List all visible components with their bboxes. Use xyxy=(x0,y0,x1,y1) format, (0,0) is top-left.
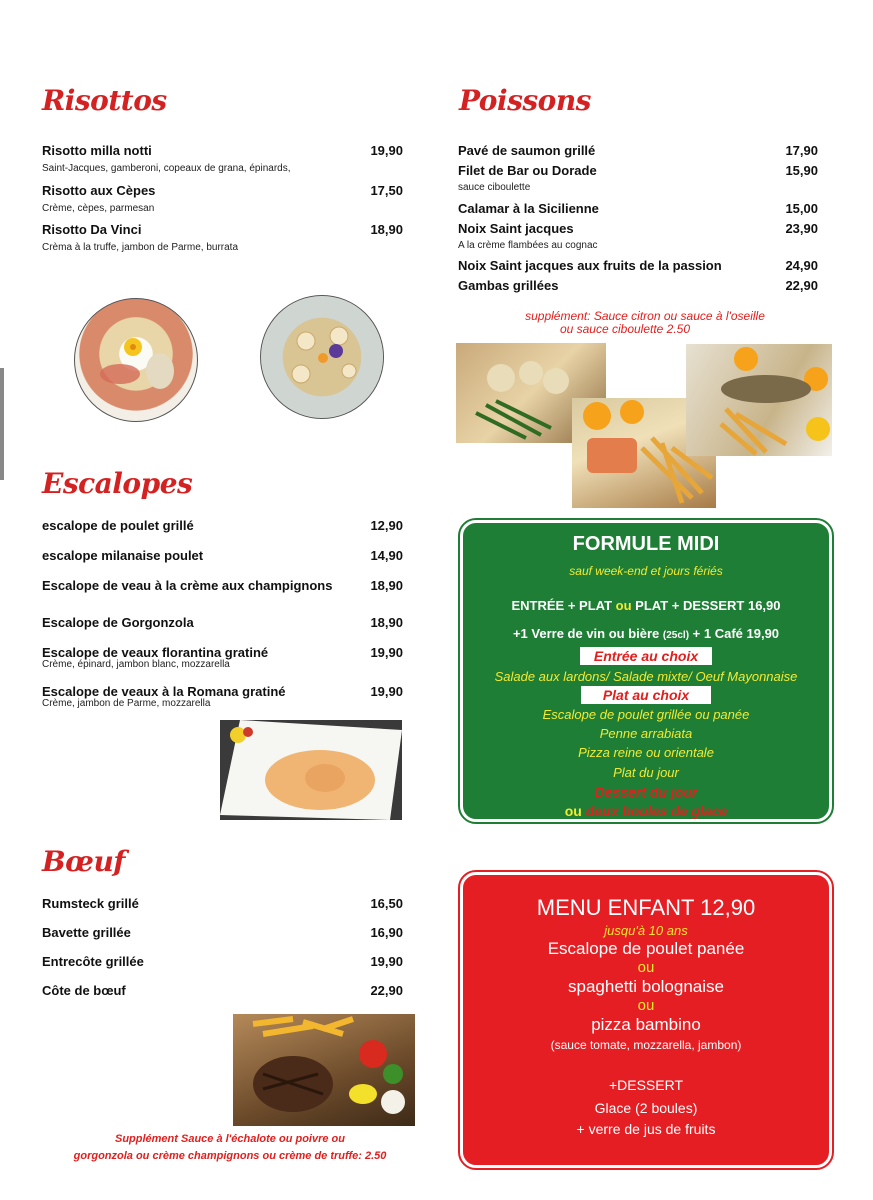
dessert-alt-line xyxy=(463,803,829,819)
menu-item-price: 18,90 xyxy=(370,222,403,237)
menu-enfant-age: jusqu'à 10 ans xyxy=(604,923,688,938)
plat-label-wrap xyxy=(463,686,829,705)
menu-item-name: Pavé de saumon grillé xyxy=(458,143,596,158)
menu-enfant-drink: + verre de jus de fruits xyxy=(576,1121,716,1137)
entree-label: Entrée au choix xyxy=(580,647,712,665)
formule-midi-line1 xyxy=(463,598,829,613)
menu-item-price: 19,90 xyxy=(370,684,403,699)
formule-midi-box xyxy=(460,520,832,822)
menu-item-name: Gambas grillées xyxy=(458,278,559,293)
menu-item-name: Risotto Da Vinci xyxy=(42,222,142,237)
menu-item-price: 16,50 xyxy=(370,896,403,911)
menu-item-name: Entrecôte grillée xyxy=(42,954,144,969)
menu-enfant-title: MENU ENFANT 12,90 xyxy=(536,895,756,920)
dessert-alt: deux boules de glace xyxy=(585,803,728,819)
menu-item-desc: Saint-Jacques, gamberoni, copeaux de grana, épinards, xyxy=(42,163,291,174)
menu-item-price: 15,00 xyxy=(785,201,818,216)
menu-item-name: Filet de Bar ou Dorade xyxy=(458,163,597,178)
menu-item-desc: Crèma à la truffe, jambon de Parme, burrata xyxy=(42,242,239,253)
formule-line1-a: ENTRÉE + PLAT xyxy=(511,598,613,613)
dessert-ou: ou xyxy=(564,803,582,819)
menu-enfant-choice3-desc: (sauce tomate, mozzarella, jambon) xyxy=(550,1038,742,1052)
risotto-burrata-photo xyxy=(74,298,198,422)
menu-enfant-choice3: pizza bambino xyxy=(591,1015,701,1034)
menu-item-name: Rumsteck grillé xyxy=(42,896,139,911)
formule-line2-b: + 1 Café 19,90 xyxy=(692,626,780,641)
plat-option: Escalope de poulet grillée ou panée xyxy=(542,707,750,722)
menu-item-price: 19,90 xyxy=(370,143,403,158)
entree-options: Salade aux lardons/ Salade mixte/ Oeuf Mayonnaise xyxy=(494,669,798,684)
menu-item-price: 24,90 xyxy=(785,258,818,273)
plat-option: Plat du jour xyxy=(613,765,679,780)
formule-midi-line2 xyxy=(463,626,829,641)
menu-item-name: Escalope de Gorgonzola xyxy=(42,615,194,630)
menu-item-desc: sauce ciboulette xyxy=(458,182,531,193)
menu-item-price: 17,50 xyxy=(370,183,403,198)
menu-item-price: 22,90 xyxy=(370,983,403,998)
menu-item-price: 15,90 xyxy=(785,163,818,178)
boeuf-supplement-line1: Supplément Sauce à l'échalote ou poivre ou xyxy=(114,1133,345,1145)
poissons-supplement-line2: ou sauce ciboulette 2.50 xyxy=(559,322,691,336)
formule-line2-a: +1 Verre de vin ou bière xyxy=(512,626,660,641)
menu-item-price: 18,90 xyxy=(370,615,403,630)
formule-line2-small: (25cl) xyxy=(662,630,690,641)
menu-item-desc: Crème, jambon de Parme, mozzarella xyxy=(42,698,211,709)
menu-item-price: 18,90 xyxy=(370,578,403,593)
formule-line1-ou: ou xyxy=(615,598,632,613)
menu-enfant-dessert-desc: Glace (2 boules) xyxy=(594,1100,698,1116)
boeuf-supplement-line2: gorgonzola ou crème champignons ou crème de truffe: 2.50 xyxy=(73,1150,387,1162)
menu-item-name: Noix Saint jacques aux fruits de la passion xyxy=(458,258,722,273)
menu-enfant-choice2: spaghetti bolognaise xyxy=(568,977,724,996)
menu-enfant-ou2: ou xyxy=(637,997,655,1014)
menu-item-desc: Crème, cèpes, parmesan xyxy=(42,203,155,214)
poissons-supplement-line1: supplément: Sauce citron ou sauce à l'oseille xyxy=(525,309,765,323)
boeuf-title: Bœuf xyxy=(42,845,125,878)
menu-enfant-box xyxy=(460,872,832,1168)
menu-item-name: escalope milanaise poulet xyxy=(42,548,204,563)
menu-item-name: Risotto milla notti xyxy=(42,143,152,158)
menu-item-name: Escalope de veaux florantina gratiné xyxy=(42,645,269,660)
menu-item-name: Risotto aux Cèpes xyxy=(42,183,156,198)
menu-enfant-ou1: ou xyxy=(637,959,655,976)
menu-item-desc: A la crème flambées au cognac xyxy=(458,240,598,251)
formule-midi-title: FORMULE MIDI xyxy=(572,533,720,555)
steak-photo xyxy=(233,1014,415,1126)
menu-enfant-dessert: +DESSERT xyxy=(608,1077,684,1093)
entree-label-wrap xyxy=(463,647,829,666)
menu-item-price: 16,90 xyxy=(370,925,403,940)
menu-item-name: Noix Saint jacques xyxy=(458,221,574,236)
escalope-photo xyxy=(220,720,402,820)
page-edge-shadow xyxy=(0,368,4,480)
menu-item-price: 19,90 xyxy=(370,954,403,969)
menu-item-name: Côte de bœuf xyxy=(42,983,126,998)
plat-option: Penne arrabiata xyxy=(599,726,693,741)
menu-item-price: 12,90 xyxy=(370,518,403,533)
dorade-photo xyxy=(686,344,832,456)
menu-item-name: Calamar à la Sicilienne xyxy=(458,201,599,216)
menu-item-name: Bavette grillée xyxy=(42,925,131,940)
risotto-saint-jacques-photo xyxy=(260,295,384,419)
menu-item-desc: Crème, épinard, jambon blanc, mozzarella xyxy=(42,659,230,670)
menu-item-price: 19,90 xyxy=(370,645,403,660)
menu-item-price: 23,90 xyxy=(785,221,818,236)
escalopes-title: Escalopes xyxy=(42,467,193,500)
menu-item-name: escalope de poulet grillé xyxy=(42,518,194,533)
poissons-title: Poissons xyxy=(459,84,591,117)
risottos-title: Risottos xyxy=(42,84,167,117)
menu-item-price: 17,90 xyxy=(785,143,818,158)
formule-line1-b: PLAT + DESSERT 16,90 xyxy=(635,598,781,613)
menu-item-name: Escalope de veaux à la Romana gratiné xyxy=(42,684,286,699)
menu-enfant-choice1: Escalope de poulet panée xyxy=(547,939,745,958)
menu-item-name: Escalope de veau à la crème aux champignons xyxy=(42,578,333,593)
plat-option: Pizza reine ou orientale xyxy=(578,745,714,760)
formule-midi-subtitle: sauf week-end et jours fériés xyxy=(569,564,723,578)
plat-label: Plat au choix xyxy=(581,686,711,704)
dessert-label: Dessert du jour xyxy=(594,784,698,800)
menu-item-price: 14,90 xyxy=(370,548,403,563)
menu-item-price: 22,90 xyxy=(785,278,818,293)
